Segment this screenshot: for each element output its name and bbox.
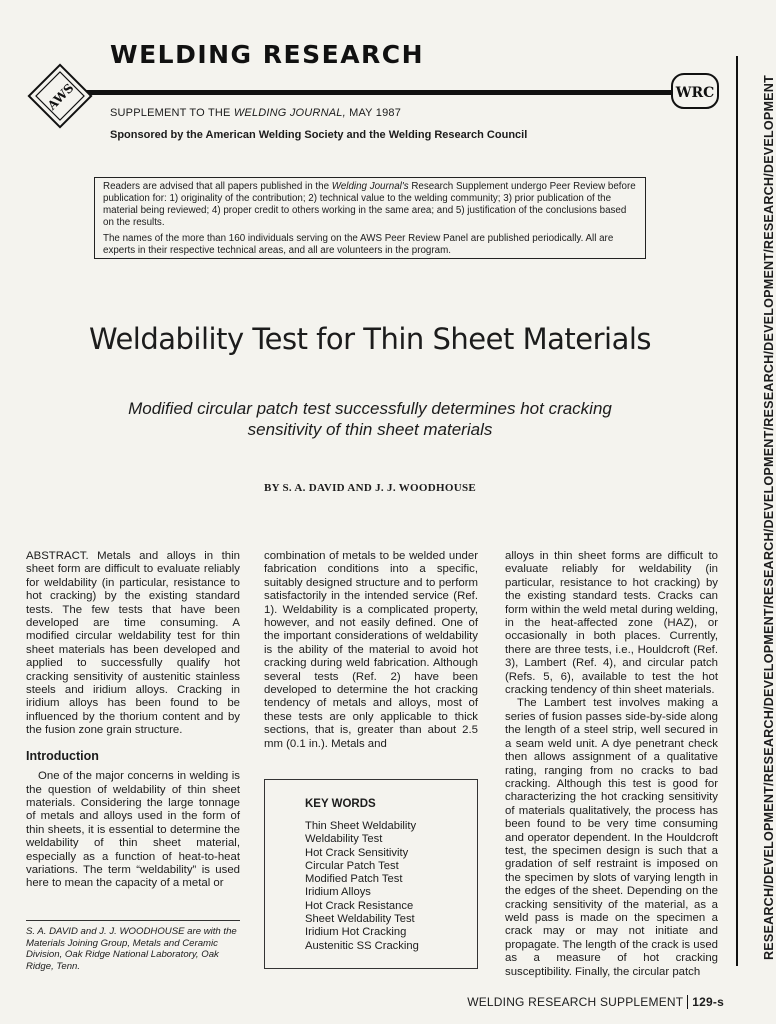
keyword-item: Iridium Hot Cracking — [305, 926, 407, 939]
keyword-item: Circular Patch Test — [305, 859, 399, 872]
page-number: 129-s — [692, 995, 724, 1009]
column-3-paragraph-1: alloys in thin sheet forms are difficult to evaluate reliably for weldability (in particular, resistance to hot cracking) by the existing standard tests. Cracks can form within the weld metal during welding, in the heat-affected zone (HAZ), or occasionally in both places. Currently, there are three tests, i.e., Houldcroft (Ref. 3), Lambert (Ref. 4), and circular patch (Refs. 5, 6), available to test the hot cracking tendency of thin sheet materials. — [505, 550, 718, 697]
journal-name: WELDING JOURNAL, — [233, 107, 346, 119]
column-2 — [264, 550, 478, 751]
author-footnote: S. A. DAVID and J. J. WOODHOUSE are with the Materials Joining Group, Metals and Ceramic Division, Oak Ridge National Laboratory, Oak Ridge, Tenn. — [26, 926, 237, 972]
sidebar-border — [736, 56, 762, 966]
keyword-item: Hot Crack Resistance — [305, 899, 414, 912]
footer-divider — [687, 995, 688, 1009]
keyword-item: Iridium Alloys — [305, 886, 371, 899]
supplement-prefix: SUPPLEMENT TO THE — [110, 107, 234, 119]
aws-logo — [24, 60, 96, 132]
supplement-line — [110, 107, 401, 119]
intro-heading: Introduction — [26, 748, 99, 763]
supplement-date: MAY 1987 — [345, 107, 402, 119]
notice-paragraph-1 — [103, 181, 637, 229]
sponsor-line: Sponsored by the American Welding Society and the Welding Research Council — [110, 129, 528, 141]
byline: BY S. A. DAVID AND J. J. WOODHOUSE — [263, 482, 476, 494]
column-2-text: combination of metals to be welded under fabrication conditions into a specific, suitably designed structure and to perform satisfactorily in the intended service (Ref. 1). Weldability is a complicated property, however, and not easily defined. One of the important considerations of weldability is the ability of the material to avoid hot cracking during weld fabrication. Although several tests (Ref. 2) have been developed to determine the hot cracking tendency of metals and alloys, most of these tests are only applicable to thick sections, that is, greater than about 2.5 mm (0.1 in.). Metals and — [264, 550, 478, 750]
peer-review-notice — [94, 177, 646, 259]
keyword-item: Modified Patch Test — [305, 873, 403, 886]
article-title: Weldability Test for Thin Sheet Materials — [88, 322, 652, 356]
keywords-list — [305, 820, 477, 953]
keyword-item: Sheet Weldability Test — [305, 913, 415, 926]
abstract: ABSTRACT. Metals and alloys in thin sheet form are difficult to evaluate reliably for weldability (in particular, resistance to hot cracking) by the existing standard tests. The few tests that have been developed are time consuming. A modified circular weldability test for thin sheet materials has been developed and applied to successfully qualify hot cracking sensitivity of austenitic stainless steels and iridium alloys. Cracking in iridium alloys has been found to be influenced by the thorium content and by the fusion zone grain structure. — [26, 550, 240, 737]
keyword-item: Thin Sheet Weldability — [305, 820, 417, 832]
intro-paragraph: One of the major concerns in welding is the question of weldability of thin sheet materials. Considering the large tonnage of metals and alloys used in the form of thin sheets, it is essential to determine the weldability of thin sheet material, especially as a function of heat-to-heat variations. The term “weldability” is used here to mean the capacity of a metal or — [26, 770, 240, 890]
notice-text-a: Readers are advised that all papers published in the — [103, 181, 332, 192]
keyword-item: Weldability Test — [305, 833, 383, 846]
notice-paragraph-2: The names of the more than 160 individuals serving on the AWS Peer Review Panel are published periodically. All are experts in their respective technical areas, and all are volunteers in the program. — [103, 233, 614, 256]
notice-text-b: Research Supplement undergo Peer Review before publication for: 1) originality of the contribution; 2) technical value to the welding community; 3) prior publication of the material being reviewed; 4) proper credit to others working in the same area; and 5) justification of the conclusions based on the results. — [103, 181, 636, 228]
footnote-rule — [26, 920, 240, 921]
column-3 — [505, 550, 718, 979]
aws-logo-text: AWS — [44, 80, 77, 113]
column-3-paragraph-2: The Lambert test involves making a series of fusion passes side-by-side along the length of a steel strip, well secured in a seam weld unit. A dye penetrant check then allows assignment of a qualitative rating, ranging from no cracks to bad cracking. Although this test is good for characterizing the hot cracking sensitivity of materials qualitatively, the process has been found to be very time consuming and operator dependent. In the Houldcroft test, the specimen design is such that a gradation of self restraint is imposed on the specimen by slots of varying length in the edges of the sheet. Depending on the cracking sensitivity of the material, as a weld pass is made on the specimen a crack may or may not initiate and propagate. The length of the crack is used as a measure of hot cracking susceptibility. Finally, the circular patch — [505, 697, 718, 978]
masthead: WELDING RESEARCH — [110, 40, 425, 69]
keywords-title: KEY WORDS — [305, 798, 376, 810]
wrc-logo-text: WRC — [675, 85, 715, 101]
notice-journal: Welding Journal's — [331, 181, 409, 192]
page-footer — [467, 995, 724, 1009]
column-1 — [26, 550, 240, 891]
footer-label: WELDING RESEARCH SUPPLEMENT — [467, 995, 684, 1009]
header-rule — [72, 90, 688, 95]
article-subtitle: Modified circular patch test successfully determines hot cracking sensitivity of thin sheet materials — [128, 399, 612, 439]
keyword-item: Hot Crack Sensitivity — [305, 846, 409, 859]
wrc-logo — [670, 72, 720, 110]
keyword-item: Austenitic SS Cracking — [305, 939, 419, 952]
sidebar-running-text: RESEARCH/DEVELOPMENT/RESEARCH/DEVELOPMENT/RESEARCH/DEVELOPMENT/RESEARCH/DEVELOPMENT/RESEARCH/DEVELOPMENT — [762, 75, 776, 960]
keywords-box — [264, 779, 478, 969]
